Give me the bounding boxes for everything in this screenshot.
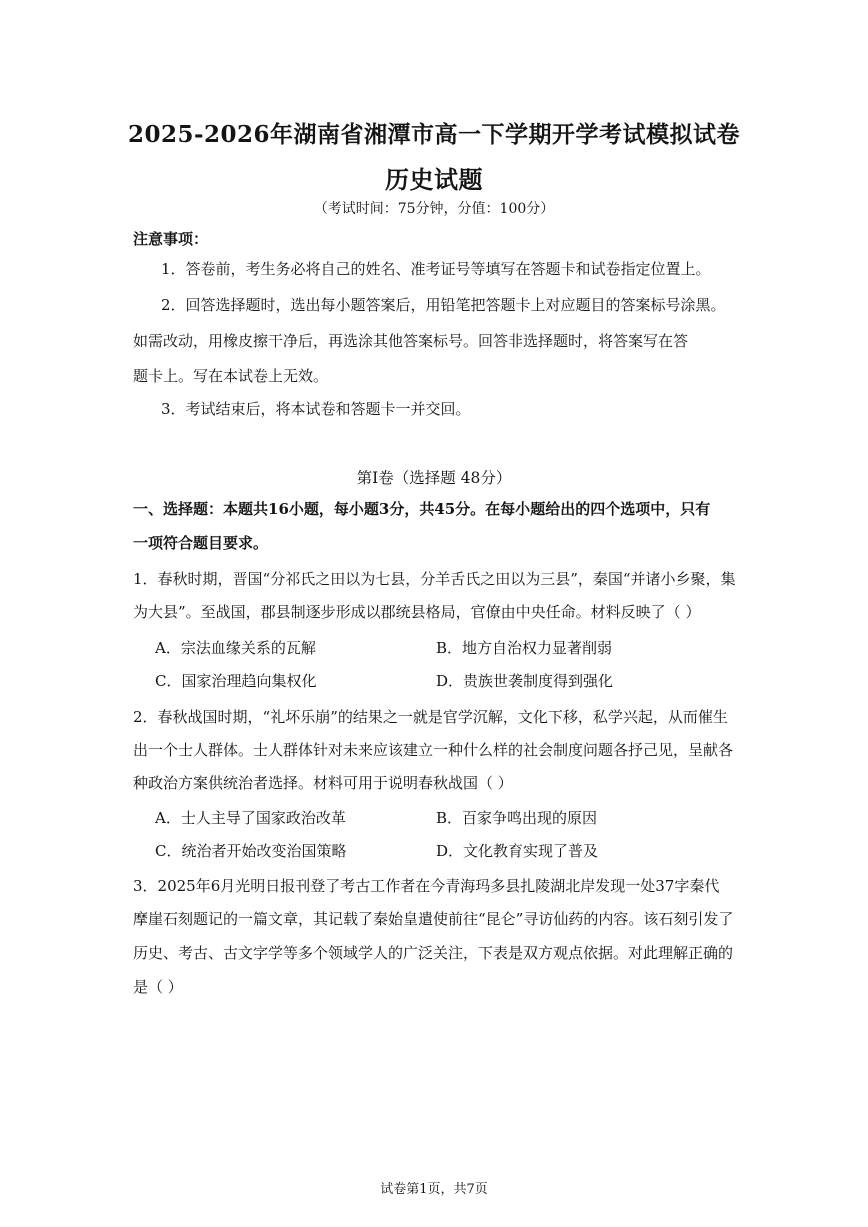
notice-item: 题卡上。写在本试卷上无效。 [133,367,329,385]
section-title: 第Ⅰ卷（选择题 48分） [356,469,512,487]
question-2-option-d: D．文化教育实现了普及 [436,842,599,860]
question-2-text: 种政治方案供统治者选择。材料可用于说明春秋战国（ ） [133,774,513,792]
notice-heading: 注意事项： [133,230,209,248]
question-1-text: 1．春秋时期，晋国“分祁氏之田以为七县，分羊舌氏之田以为三县”，秦国“并诸小乡聚，集 [133,570,736,588]
question-1-option-d: D．贵族世袭制度得到强化 [436,672,614,690]
subject-title: 历史试题 [385,165,483,194]
question-2-text: 出一个士人群体。士人群体针对未来应该建立一种什么样的社会制度问题各抒己见，呈献各 [133,741,734,759]
question-2-option-a: A．士人主导了国家政治改革 [155,809,346,827]
notice-item: 3．考试结束后，将本试卷和答题卡一并交回。 [161,400,471,418]
notice-item: 2．回答选择题时，选出每小题答案后，用铅笔把答题卡上对应题目的答案标号涂黑。 [161,296,726,314]
question-2-option-b: B．百家争鸣出现的原因 [436,809,598,827]
question-1-text: 为大县”。至战国，郡县制逐步形成以郡统县格局，官僚由中央任命。材料反映了（ ） [133,603,701,621]
page-footer: 试卷第1页，共7页 [380,1182,488,1197]
exam-info: （考试时间：75分钟，分值：100分） [313,201,555,217]
question-3-text: 是（ ） [133,978,183,996]
notice-item: 1．答卷前，考生务必将自己的姓名、准考证号等填写在答题卡和试卷指定位置上。 [161,260,711,278]
question-1-option-c: C．国家治理趋向集权化 [155,672,317,690]
question-2-text: 2．春秋战国时期，“礼坏乐崩”的结果之一就是官学沉解，文化下移，私学兴起，从而催生 [133,708,728,726]
question-2-option-c: C．统治者开始改变治国策略 [155,842,347,860]
question-3-text: 摩崖石刻题记的一篇文章，其记载了秦始皇遣使前往“昆仑”寻访仙药的内容。该石刻引发了 [133,910,734,928]
notice-item: 如需改动，用橡皮擦干净后，再选涂其他答案标号。回答非选择题时，将答案写在答 [133,332,689,350]
question-1-option-a: A．宗法血缘关系的瓦解 [155,639,316,657]
question-1-option-b: B．地方自治权力显著削弱 [436,639,613,657]
part-heading: 一、选择题：本题共16小题，每小题3分，共45分。在每小题给出的四个选项中，只有 [133,500,711,518]
exam-title: 2025-2026年湖南省湘潭市高一下学期开学考试模拟试卷 [127,121,741,148]
part-heading: 一项符合题目要求。 [133,534,269,552]
question-3-text: 历史、考古、古文字学等多个领域学人的广泛关注，下表是双方观点依据。对此理解正确的 [133,944,734,962]
question-3-text: 3．2025年6月光明日报刊登了考古工作者在今青海玛多县扎陵湖北岸发现一处37字秦代 [133,877,720,895]
